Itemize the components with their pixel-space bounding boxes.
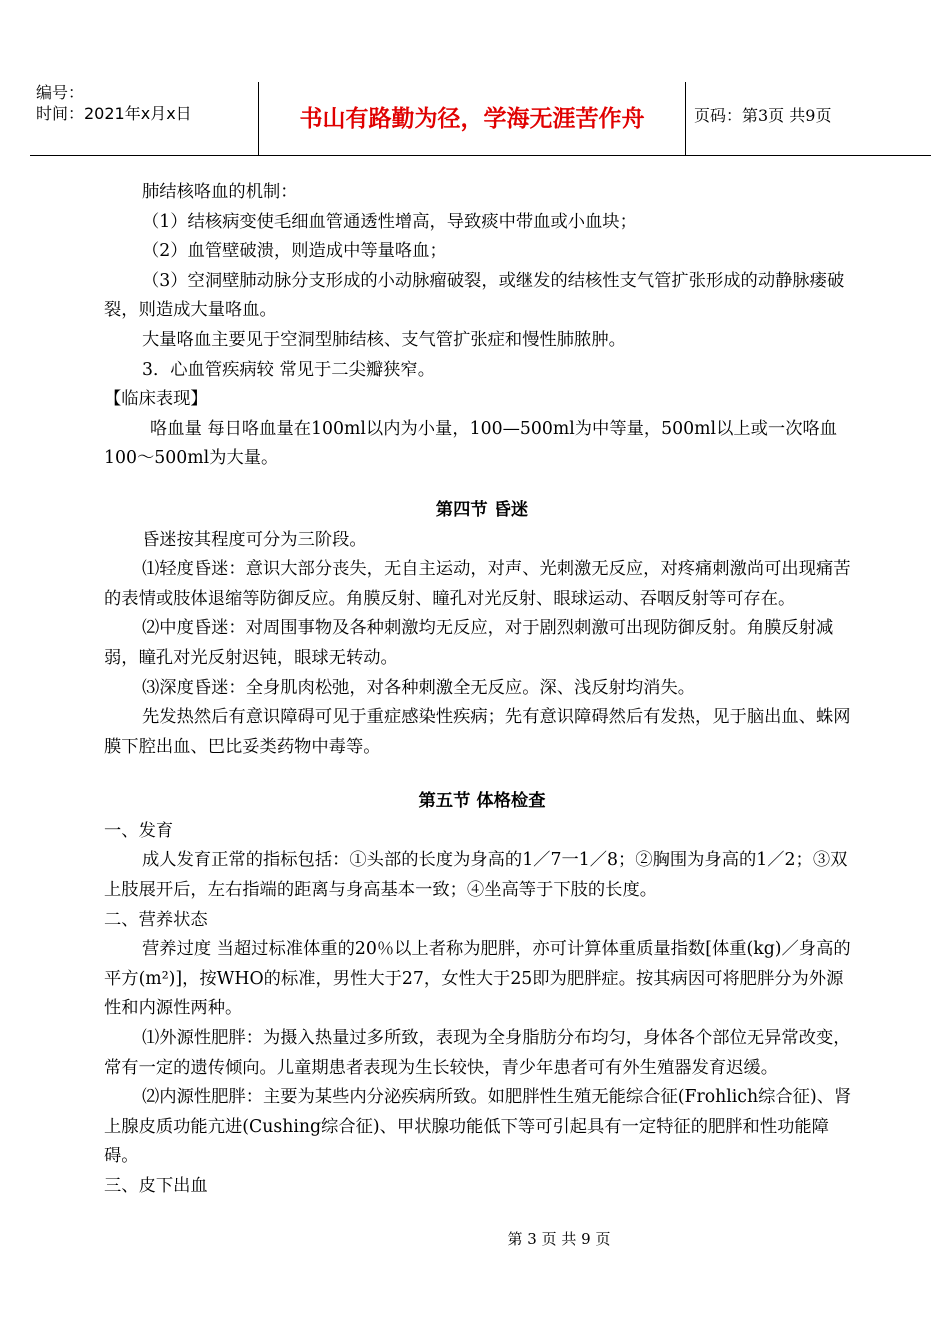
- document-number-label: 编号：: [36, 83, 85, 102]
- paragraph: （2）血管壁破溃，则造成中等量咯血；: [142, 241, 447, 262]
- section-heading: 第五节 体格检查: [418, 791, 546, 812]
- paragraph: ⑴外源性肥胖：为摄入热量过多所致，表现为全身脂肪分布均匀，身体各个部位无异常改变，常有一定的遗传倾向。儿童期患者表现为生长较快，青少年患者可有外生殖器发育迟缓。: [104, 1028, 851, 1078]
- paragraph: 咯血量 每日咯血量在100ml以内为小量，100—500ml为中等量，500ml以上或一次咯血100～500ml为大量。: [104, 418, 838, 469]
- header-meta: [36, 82, 192, 124]
- document-time-label: 时间：2021年x月x日: [36, 104, 192, 123]
- spacer: [104, 474, 860, 496]
- paragraph: ⑵中度昏迷：对周围事物及各种刺激均无反应，对于剧烈刺激可出现防御反射。角膜反射减弱，瞳孔对光反射迟钝，眼球无转动。: [104, 618, 834, 668]
- paragraph: 昏迷按其程度可分为三阶段。: [142, 529, 367, 550]
- section-label: 【临床表现】: [104, 389, 208, 410]
- paragraph: ⑵内源性肥胖：主要为某些内分泌疾病所致。如肥胖性生殖无能综合征(Frohlich综合征)、肾上腺皮质功能亢进(Cushing综合征)、甲状腺功能低下等可引起具有一定特征的肥胖和性功能障碍。: [104, 1087, 852, 1167]
- paragraph: 营养过度 当超过标准体重的20％以上者称为肥胖，亦可计算体重质量指数[体重(kg)／身高的平方(m²)]，按WHO的标准，男性大于27，女性大于25即为肥胖症。按其病因可将肥胖分为外源性和内源性两种。: [104, 939, 851, 1019]
- paragraph: 肺结核咯血的机制：: [142, 182, 298, 202]
- spacer: [104, 762, 860, 787]
- subsection-label: 二、营养状态: [104, 909, 208, 930]
- paragraph: 成人发育正常的指标包括：①头部的长度为身高的1／7一1／8；②胸围为身高的1／2；③双上肢展开后，左右指端的距离与身高基本一致；④坐高等于下肢的长度。: [104, 850, 848, 901]
- paragraph: 3．心血管疾病较 常见于二尖瓣狭窄。: [142, 359, 435, 380]
- subsection-label: 一、发育: [104, 820, 174, 841]
- subsection-label: 三、皮下出血: [104, 1176, 208, 1196]
- section-heading: 第四节 昏迷: [435, 499, 529, 520]
- page-header: [0, 0, 950, 160]
- header-page-number: 页码：第3页 共9页: [694, 106, 832, 125]
- page-footer: 第 3 页 共 9 页: [507, 1230, 611, 1248]
- paragraph: ⑶深度昏迷：全身肌肉松弛，对各种刺激全无反应。深、浅反射均消失。: [142, 677, 696, 698]
- paragraph: （3）空洞壁肺动脉分支形成的小动脉瘤破裂，或继发的结核性支气管扩张形成的动静脉瘘破裂，则造成大量咯血。: [104, 270, 845, 321]
- paragraph: （1）结核病变使毛细血管通透性增高，导致痰中带血或小血块；: [142, 211, 637, 232]
- document-body: [104, 178, 860, 1202]
- paragraph: 大量咯血主要见于空洞型肺结核、支气管扩张症和慢性肺脓肿。: [142, 329, 626, 350]
- paragraph: 先发热然后有意识障碍可见于重症感染性疾病；先有意识障碍然后有发热，见于脑出血、蛛网膜下腔出血、巴比妥类药物中毒等。: [104, 707, 851, 757]
- header-rule: [30, 155, 931, 156]
- header-motto: 书山有路勤为径，学海无涯苦作舟: [299, 106, 645, 132]
- paragraph: ⑴轻度昏迷：意识大部分丧失，无自主运动，对声、光刺激无反应，对疼痛刺激尚可出现痛苦的表情或肢体退缩等防御反应。角膜反射、瞳孔对光反射、眼球运动、吞咽反射等可存在。: [104, 559, 851, 609]
- header-divider-right: [685, 82, 686, 156]
